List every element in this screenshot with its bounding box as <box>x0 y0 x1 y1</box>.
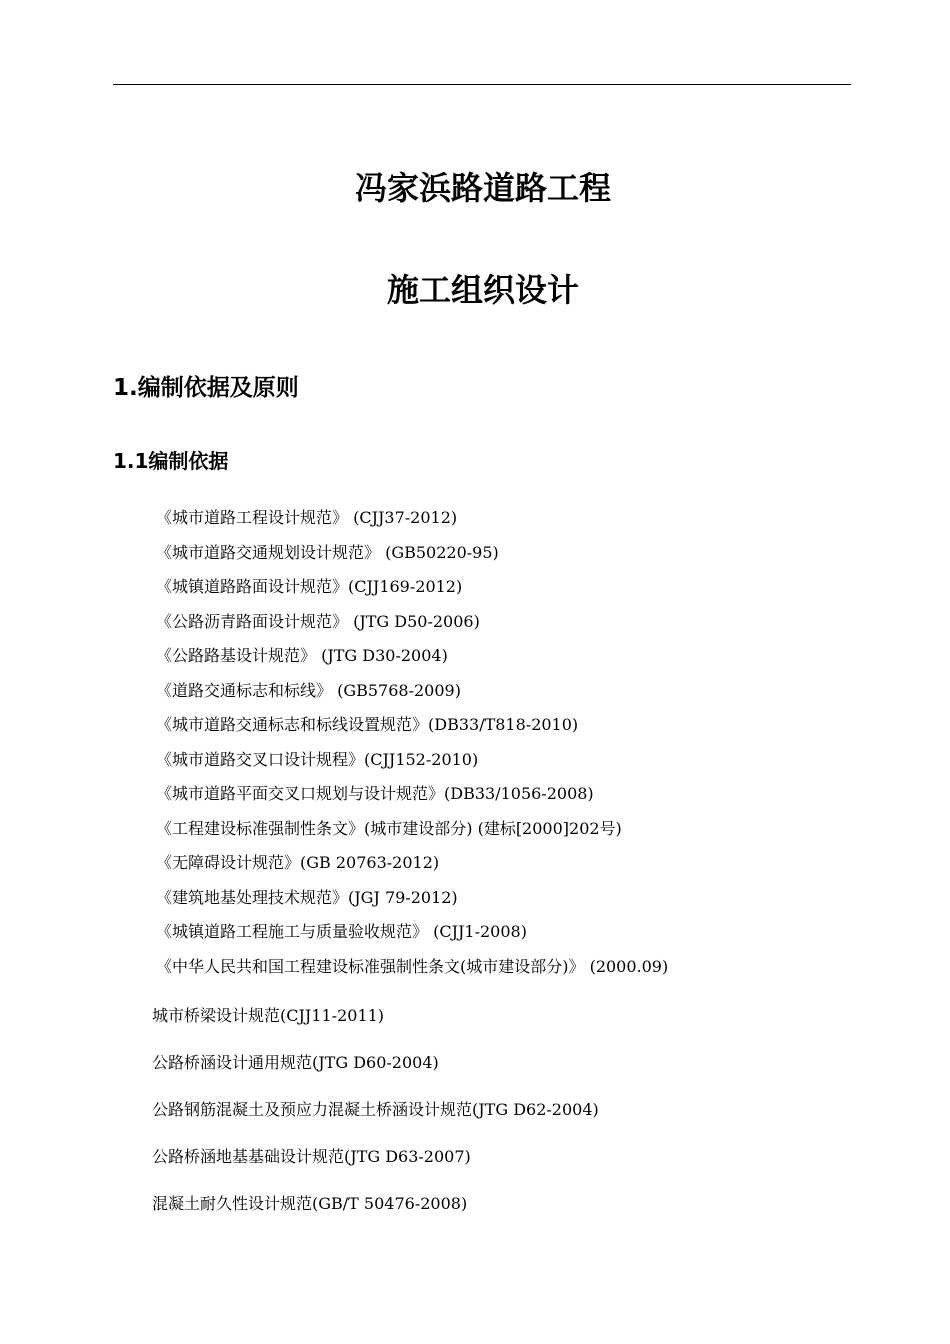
document-title: 冯家浜路道路工程 <box>354 169 611 207</box>
list-item: 《道路交通标志和标线》 (GB5768-2009) <box>156 680 461 700</box>
list-item: 《中华人民共和国工程建设标准强制性条文(城市建设部分)》 (2000.09) <box>156 956 669 976</box>
list-item: 《城市道路交通标志和标线设置规范》(DB33/T818-2010) <box>156 715 579 734</box>
list-item: 混凝土耐久性设计规范(GB/T 50476-2008) <box>152 1194 468 1213</box>
list-item: 《建筑地基处理技术规范》(JGJ 79-2012) <box>156 887 458 907</box>
section-heading: 1.编制依据及原则 <box>113 375 299 401</box>
list-item: 《无障碍设计规范》(GB 20763-2012) <box>156 853 440 872</box>
list-item: 《城市道路交通规划设计规范》 (GB50220-95) <box>156 542 499 562</box>
list-item: 《城市道路工程设计规范》 (CJJ37-2012) <box>156 508 458 527</box>
list-item: 《城镇道路路面设计规范》(CJJ169-2012) <box>156 577 463 596</box>
list-item: 《工程建设标准强制性条文》(城市建设部分) (建标[2000]202号) <box>156 818 622 838</box>
document-subtitle: 施工组织设计 <box>386 271 579 309</box>
list-item: 《城市道路平面交叉口规划与设计规范》(DB33/1056-2008) <box>156 784 594 803</box>
subsection-heading: 1.1编制依据 <box>113 449 229 473</box>
list-item: 公路桥涵设计通用规范(JTG D60-2004) <box>152 1053 439 1072</box>
list-item: 城市桥梁设计规范(CJJ11-2011) <box>152 1006 385 1025</box>
list-item: 《公路沥青路面设计规范》 (JTG D50-2006) <box>156 611 480 631</box>
reference-list <box>156 501 668 984</box>
reference-list-secondary <box>152 992 599 1227</box>
list-item: 《公路路基设计规范》 (JTG D30-2004) <box>156 646 448 665</box>
list-item: 公路钢筋混凝土及预应力混凝土桥涵设计规范(JTG D62-2004) <box>152 1100 599 1119</box>
list-item: 《城市道路交叉口设计规程》(CJJ152-2010) <box>156 749 479 769</box>
list-item: 公路桥涵地基基础设计规范(JTG D63-2007) <box>152 1147 471 1166</box>
list-item: 《城镇道路工程施工与质量验收规范》 (CJJ1-2008) <box>156 922 527 941</box>
header-rule <box>113 84 851 85</box>
